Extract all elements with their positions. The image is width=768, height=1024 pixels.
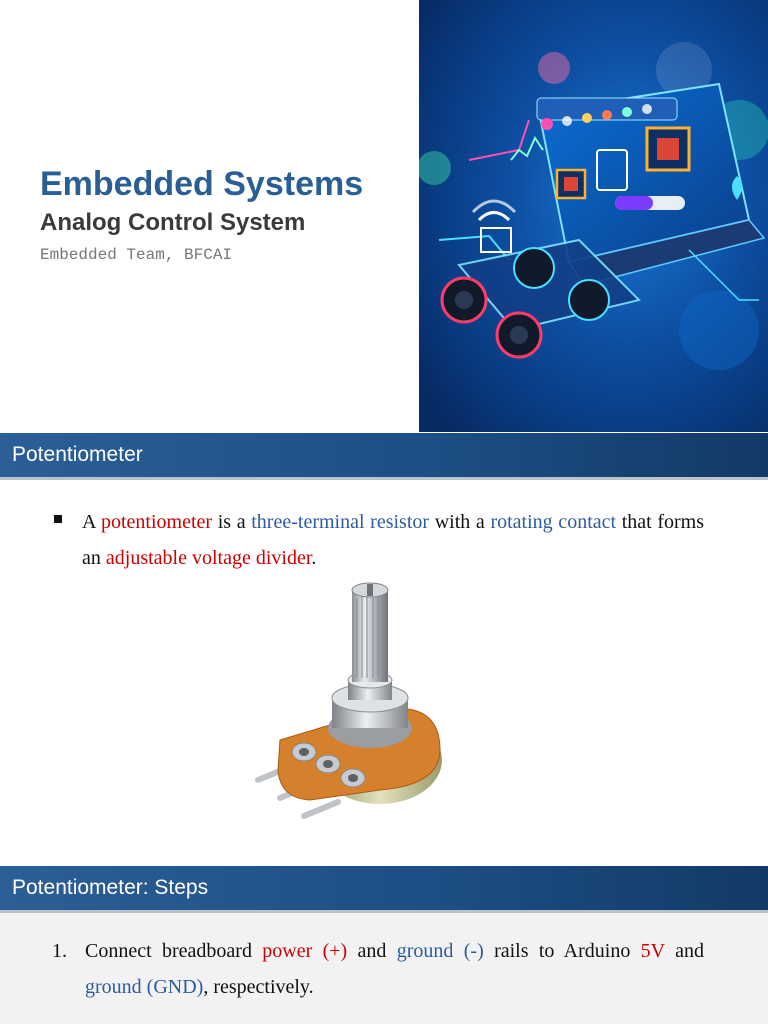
potentiometer-header xyxy=(0,433,768,480)
text-run: A xyxy=(82,511,101,533)
potentiometer-slide-body xyxy=(0,480,768,866)
title-block xyxy=(40,162,363,264)
keyword-ground-gnd: ground (GND) xyxy=(85,976,204,998)
text-run: , respectively. xyxy=(203,976,314,998)
text-run: is a xyxy=(212,511,252,533)
keyword-adjustable-voltage-divider: adjustable voltage divider xyxy=(105,547,312,569)
step-number: 1. xyxy=(52,940,67,962)
text-run: . xyxy=(311,547,317,569)
presentation-title: Embedded Systems xyxy=(40,165,364,203)
text-run: with a xyxy=(429,511,491,533)
keyword-potentiometer: potentiometer xyxy=(101,511,213,533)
keyword-ground: ground (-) xyxy=(396,940,484,962)
text-run: and xyxy=(664,940,704,962)
text-run: rails to Arduino xyxy=(483,940,641,962)
text-run: Connect breadboard xyxy=(85,940,263,962)
title-slide xyxy=(0,0,768,432)
keyword-three-terminal-resistor: three-terminal resistor xyxy=(251,511,430,533)
keyword-rotating-contact: rotating contact xyxy=(490,511,617,533)
presentation-subtitle: Analog Control System xyxy=(40,209,306,236)
bullet-text xyxy=(82,504,704,576)
step-text xyxy=(85,933,704,1005)
keyword-5v: 5V xyxy=(640,940,665,962)
team-name: Embedded Team, BFCAI xyxy=(40,246,233,264)
potentiometer-photo xyxy=(240,580,460,830)
text-run: and xyxy=(347,940,397,962)
embedded-tech-illustration xyxy=(419,0,768,432)
potentiometer-header-title: Potentiometer xyxy=(12,443,143,466)
steps-header-title: Potentiometer: Steps xyxy=(12,876,209,899)
steps-slide-body xyxy=(0,913,768,1024)
potentiometer-bullet xyxy=(54,504,704,576)
square-bullet-icon xyxy=(54,515,62,523)
steps-header xyxy=(0,866,768,913)
keyword-power: power (+) xyxy=(262,940,348,962)
step-item xyxy=(52,933,704,1005)
text-run: that forms an xyxy=(82,511,705,569)
